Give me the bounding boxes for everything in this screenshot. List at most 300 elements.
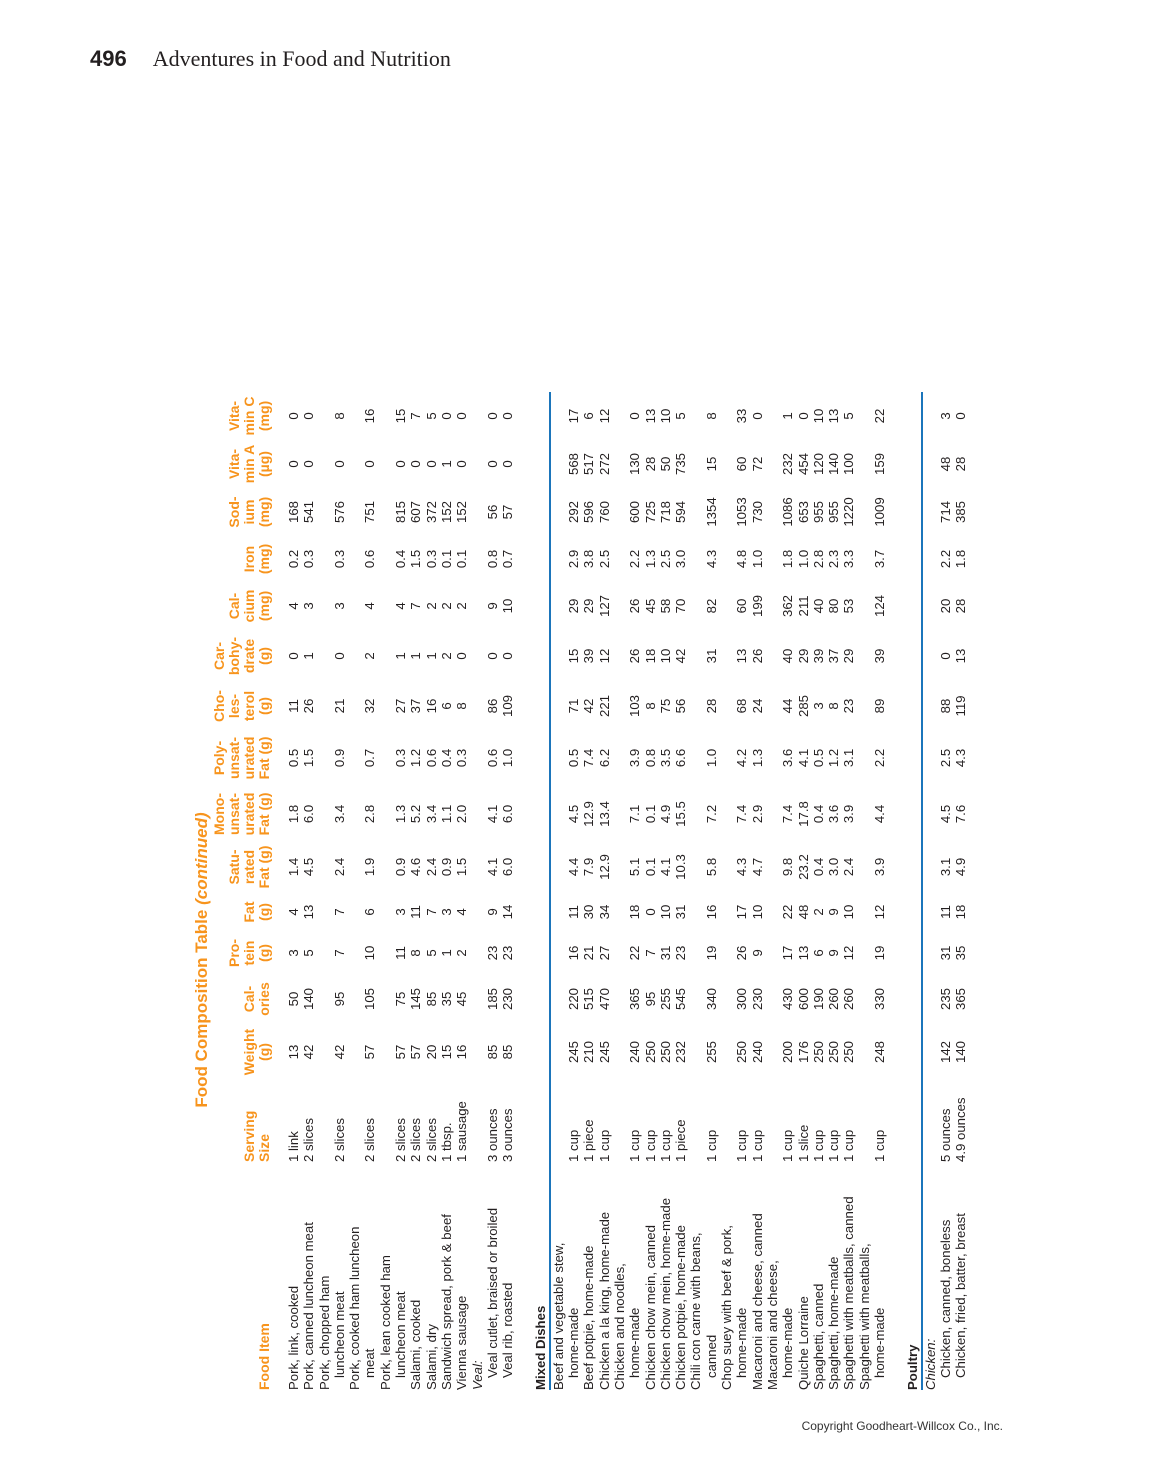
value-cell: 3: [438, 908, 454, 916]
value-cell: 2.0: [454, 804, 470, 824]
serving-size-cell: 2 slices: [393, 1118, 409, 1162]
value-cell: 4.6: [408, 857, 424, 877]
value-cell: 0.1: [454, 549, 470, 569]
value-cell: 1: [408, 652, 424, 660]
value-cell: 89: [871, 698, 887, 714]
value-cell: 21: [581, 945, 597, 961]
spacer-row: [515, 392, 523, 1390]
table-header-row: [212, 392, 286, 1390]
value-cell: 5.1: [627, 857, 643, 877]
value-cell: 40: [780, 648, 796, 664]
value-cell: 88: [937, 698, 953, 714]
value-cell: 26: [749, 648, 765, 664]
value-cell: 3.0: [673, 549, 689, 569]
value-cell: 0.5: [810, 748, 826, 768]
value-cell: 4: [454, 908, 470, 916]
value-cell: 340: [703, 988, 719, 1011]
value-cell: 18: [953, 904, 969, 920]
value-cell: 2: [362, 652, 378, 660]
food-item-cell: [393, 1164, 408, 1390]
serving-size-cell: 1 cup: [566, 1129, 582, 1162]
value-cell: 29: [581, 598, 597, 614]
value-cell: 10: [657, 648, 673, 664]
value-cell: 5: [841, 412, 857, 420]
value-cell: 28: [703, 698, 719, 714]
value-cell: 0: [749, 412, 765, 420]
value-cell: 1.2: [408, 748, 424, 768]
value-cell: 152: [438, 501, 454, 524]
value-cell: 105: [362, 988, 378, 1011]
value-cell: 2: [423, 602, 439, 610]
food-item-cell: Beef and vegetable stew,: [550, 1242, 566, 1390]
food-composition-table: [212, 392, 968, 1390]
value-cell: 6: [362, 908, 378, 916]
value-cell: 6: [581, 412, 597, 420]
table-row: [734, 392, 749, 1390]
value-cell: 0.3: [301, 549, 317, 569]
food-item-cell: Macaroni and cheese, canned: [749, 1213, 765, 1390]
value-cell: 2.2: [627, 549, 643, 569]
value-cell: 3: [937, 412, 953, 420]
value-cell: 7.9: [581, 857, 597, 877]
table-row: [500, 392, 515, 1390]
value-cell: 22: [780, 904, 796, 920]
value-cell: 10: [500, 598, 516, 614]
table-body: [286, 392, 968, 1390]
value-cell: 8: [642, 702, 658, 710]
value-cell: 5: [673, 412, 689, 420]
value-cell: 9: [484, 602, 500, 610]
value-cell: 0: [331, 460, 347, 468]
value-cell: 16: [362, 408, 378, 424]
table-row: [581, 392, 596, 1390]
value-cell: 4.3: [953, 748, 969, 768]
value-cell: 255: [703, 1041, 719, 1064]
value-cell: 4.4: [566, 857, 582, 877]
indented-label: meat: [362, 1348, 378, 1378]
value-cell: 0.2: [286, 549, 301, 569]
value-cell: 23: [484, 945, 500, 961]
value-cell: 7.4: [581, 748, 597, 768]
value-cell: 4.2: [734, 748, 750, 768]
serving-size-cell: 2 slices: [331, 1118, 347, 1162]
food-item-cell: [500, 1164, 515, 1390]
value-cell: 26: [627, 598, 643, 614]
value-cell: 13: [826, 408, 842, 424]
page-header: [90, 46, 451, 72]
value-cell: 0: [642, 908, 658, 916]
food-item-cell: Beef potpie, home-made: [581, 1245, 597, 1390]
value-cell: 3.6: [826, 804, 842, 824]
serving-size-cell: 2 slices: [362, 1118, 378, 1162]
value-cell: 3.9: [871, 857, 887, 877]
item-label-row: [317, 392, 332, 1390]
value-cell: 7: [642, 949, 658, 957]
item-label-row: [612, 392, 627, 1390]
value-cell: 0.3: [393, 748, 409, 768]
value-cell: 0: [500, 460, 516, 468]
value-cell: 3.9: [627, 748, 643, 768]
table-row: [811, 392, 826, 1390]
value-cell: 285: [795, 695, 811, 718]
serving-size-cell: 1 slice: [795, 1124, 811, 1162]
value-cell: 2.8: [810, 549, 826, 569]
table-row: [597, 392, 612, 1390]
value-cell: 1220: [841, 497, 857, 527]
value-cell: 127: [596, 595, 612, 618]
serving-size-cell: 1 piece: [673, 1119, 689, 1162]
value-cell: 11: [937, 905, 953, 919]
value-cell: 2: [454, 602, 470, 610]
value-cell: 31: [657, 945, 673, 961]
table-row: [332, 392, 347, 1390]
value-cell: 190: [810, 988, 826, 1011]
value-cell: 250: [826, 1041, 842, 1064]
value-cell: 7: [423, 908, 439, 916]
value-cell: 8: [454, 702, 470, 710]
value-cell: 517: [581, 453, 597, 476]
table-row: [485, 392, 500, 1390]
food-item-cell: [780, 1164, 795, 1390]
table-row: [301, 392, 316, 1390]
food-item-cell: Salami, cooked: [408, 1299, 424, 1390]
item-label-row: [719, 392, 734, 1390]
value-cell: 0: [454, 460, 470, 468]
value-cell: 60: [734, 598, 750, 614]
value-cell: 11: [286, 699, 301, 713]
value-cell: 2.4: [331, 857, 347, 877]
value-cell: 515: [581, 988, 597, 1011]
value-cell: 24: [749, 698, 765, 714]
value-cell: 7.2: [703, 804, 719, 824]
value-cell: 29: [841, 648, 857, 664]
food-item-cell: Chicken:: [922, 1338, 938, 1390]
value-cell: 545: [673, 988, 689, 1011]
value-cell: 0.5: [566, 748, 582, 768]
value-cell: 15.5: [673, 801, 689, 827]
value-cell: 0.1: [642, 857, 658, 877]
value-cell: 250: [734, 1041, 750, 1064]
value-cell: 27: [393, 698, 409, 714]
value-cell: 6.2: [596, 748, 612, 768]
serving-size-cell: 2 slices: [301, 1118, 317, 1162]
value-cell: 37: [408, 698, 424, 714]
value-cell: 10: [841, 904, 857, 920]
serving-size-cell: 1 cup: [826, 1129, 842, 1162]
section-title: Mixed Dishes: [523, 392, 549, 1390]
food-item-cell: Pork, link, cooked: [286, 1285, 301, 1390]
value-cell: 80: [826, 598, 842, 614]
value-cell: 5: [301, 949, 317, 957]
table-row: [704, 392, 719, 1390]
food-item-cell: [953, 1164, 968, 1390]
value-cell: 250: [657, 1041, 673, 1064]
value-cell: 1.2: [826, 748, 842, 768]
value-cell: 100: [841, 453, 857, 476]
table-row: [627, 392, 642, 1390]
serving-size-cell: 1 tbsp.: [438, 1122, 454, 1162]
value-cell: 1: [393, 652, 409, 660]
food-item-cell: Chicken and noodles,: [611, 1263, 627, 1390]
value-cell: 7.4: [780, 804, 796, 824]
indented-label: luncheon meat: [331, 1291, 347, 1378]
section-title: Poultry: [895, 392, 921, 1390]
indented-label: Chicken, fried, batter, breast: [953, 1213, 969, 1378]
value-cell: 0: [331, 652, 347, 660]
value-cell: 10.3: [673, 854, 689, 880]
value-cell: 211: [795, 595, 811, 617]
value-cell: 140: [953, 1041, 969, 1064]
value-cell: 28: [953, 598, 969, 614]
value-cell: 13: [301, 904, 317, 920]
value-cell: 0.7: [500, 549, 516, 569]
value-cell: 220: [566, 988, 582, 1011]
value-cell: 57: [500, 504, 516, 520]
value-cell: 7.6: [953, 804, 969, 824]
value-cell: 13.4: [596, 801, 612, 827]
value-cell: 3: [810, 702, 826, 710]
value-cell: 12: [841, 945, 857, 961]
value-cell: 29: [795, 648, 811, 664]
value-cell: 57: [393, 1044, 409, 1060]
section-header-row: [895, 392, 921, 1390]
value-cell: 22: [627, 945, 643, 961]
value-cell: 142: [937, 1041, 953, 1064]
value-cell: 0: [301, 412, 317, 420]
value-cell: 85: [484, 1044, 500, 1060]
column-header: Car- bohy- drate (g): [211, 636, 272, 676]
value-cell: 1.0: [500, 748, 516, 768]
value-cell: 255: [657, 988, 673, 1011]
column-header: Serving Size: [241, 1110, 272, 1162]
table-row: [872, 392, 887, 1390]
value-cell: 50: [657, 456, 673, 472]
value-cell: 0.3: [331, 549, 347, 569]
value-cell: 1.0: [749, 549, 765, 569]
value-cell: 120: [810, 453, 826, 476]
value-cell: 16: [703, 904, 719, 920]
indented-label: home-made: [566, 1307, 582, 1378]
table-row: [454, 392, 469, 1390]
value-cell: 210: [581, 1041, 597, 1064]
value-cell: 85: [423, 991, 439, 1007]
value-cell: 2.5: [596, 549, 612, 569]
value-cell: 0.4: [393, 549, 409, 569]
value-cell: 0.3: [454, 748, 470, 768]
serving-size-cell: 1 cup: [871, 1129, 887, 1162]
indented-label: Veal cutlet, braised or broiled: [484, 1207, 500, 1378]
value-cell: 23: [500, 945, 516, 961]
serving-size-cell: 5 ounces: [937, 1108, 953, 1162]
value-cell: 4.1: [484, 804, 500, 824]
value-cell: 272: [596, 453, 612, 476]
value-cell: 10: [749, 904, 765, 920]
value-cell: 6: [438, 702, 454, 710]
value-cell: 35: [953, 945, 969, 961]
value-cell: 21: [331, 698, 347, 714]
value-cell: 19: [871, 945, 887, 961]
indented-label: home-made: [734, 1307, 750, 1378]
value-cell: 250: [810, 1041, 826, 1064]
value-cell: 11: [566, 905, 582, 919]
value-cell: 0.4: [438, 748, 454, 768]
column-header: Pro- tein (g): [226, 939, 272, 967]
food-item-cell: [627, 1164, 642, 1390]
serving-size-cell: 4.9 ounces: [953, 1097, 969, 1162]
value-cell: 0: [484, 652, 500, 660]
column-header: Mono- unsat- urated Fat (g): [211, 792, 272, 836]
column-header: Food Item: [256, 1323, 272, 1390]
value-cell: 17: [734, 904, 750, 920]
value-cell: 1.8: [780, 549, 796, 569]
column-header: Cho- les- terol (g): [211, 690, 272, 722]
value-cell: 30: [581, 904, 597, 920]
value-cell: 4: [362, 602, 378, 610]
value-cell: 168: [286, 501, 301, 524]
value-cell: 735: [673, 453, 689, 476]
value-cell: 48: [937, 456, 953, 472]
item-label-row: [688, 392, 703, 1390]
value-cell: 95: [331, 991, 347, 1007]
value-cell: 0.9: [438, 857, 454, 877]
value-cell: 250: [841, 1041, 857, 1064]
food-item-cell: Quiche Lorraine: [795, 1296, 811, 1390]
value-cell: 2.2: [937, 549, 953, 569]
value-cell: 3.1: [841, 748, 857, 768]
table-row: [362, 392, 377, 1390]
subgroup-row: [922, 392, 938, 1390]
value-cell: 13: [795, 945, 811, 961]
value-cell: 199: [749, 595, 765, 618]
value-cell: 454: [795, 453, 811, 476]
food-item-cell: [938, 1164, 953, 1390]
value-cell: 57: [408, 1044, 424, 1060]
food-item-cell: Spaghetti, home-made: [826, 1256, 842, 1390]
value-cell: 248: [871, 1041, 887, 1064]
value-cell: 26: [734, 945, 750, 961]
value-cell: 16: [454, 1044, 470, 1060]
value-cell: 4.9: [953, 857, 969, 877]
value-cell: 0: [484, 460, 500, 468]
value-cell: 3: [286, 949, 301, 957]
value-cell: 3.8: [581, 549, 597, 569]
value-cell: 145: [408, 988, 424, 1011]
serving-size-cell: 1 cup: [810, 1129, 826, 1162]
value-cell: 0.1: [438, 549, 454, 569]
value-cell: 232: [780, 453, 796, 476]
value-cell: 600: [795, 988, 811, 1011]
value-cell: 57: [362, 1044, 378, 1060]
food-item-cell: Salami, dry: [423, 1324, 439, 1390]
value-cell: 6: [810, 949, 826, 957]
value-cell: 17: [566, 408, 582, 424]
value-cell: 0.6: [362, 549, 378, 569]
value-cell: 152: [454, 501, 470, 524]
food-item-cell: Chicken a la king, home-made: [596, 1211, 612, 1390]
subgroup-row: [470, 392, 485, 1390]
value-cell: 230: [500, 988, 516, 1011]
value-cell: 15: [393, 408, 409, 424]
value-cell: 2: [454, 949, 470, 957]
spacer-cell: [515, 392, 523, 1390]
value-cell: 56: [484, 504, 500, 520]
value-cell: 12: [596, 408, 612, 424]
value-cell: 1.5: [408, 549, 424, 569]
value-cell: 1.3: [642, 549, 658, 569]
item-label-row: [857, 392, 872, 1390]
value-cell: 714: [937, 501, 953, 524]
value-cell: 42: [301, 1044, 317, 1060]
value-cell: 9.8: [780, 857, 796, 877]
value-cell: 31: [703, 648, 719, 664]
value-cell: 3: [393, 908, 409, 916]
value-cell: 3.4: [423, 804, 439, 824]
food-item-cell: Chicken chow mein, canned: [642, 1225, 658, 1390]
value-cell: 42: [673, 648, 689, 664]
value-cell: 250: [642, 1041, 658, 1064]
value-cell: 3.5: [657, 748, 673, 768]
value-cell: 3.0: [826, 857, 842, 877]
indented-label: canned: [703, 1334, 719, 1378]
value-cell: 653: [795, 501, 811, 524]
value-cell: 12: [871, 904, 887, 920]
value-cell: 75: [657, 698, 673, 714]
value-cell: 42: [581, 698, 597, 714]
column-header: Weight (g): [241, 1028, 272, 1076]
value-cell: 4.9: [657, 804, 673, 824]
value-cell: 7.4: [734, 804, 750, 824]
value-cell: 0.3: [423, 549, 439, 569]
value-cell: 718: [657, 501, 673, 524]
value-cell: 815: [393, 501, 409, 524]
value-cell: 1.3: [393, 804, 409, 824]
value-cell: 23: [841, 698, 857, 714]
value-cell: 42: [331, 1044, 347, 1060]
serving-size-cell: 2 slices: [423, 1118, 439, 1162]
serving-size-cell: 3 ounces: [500, 1108, 516, 1162]
table-row: [841, 392, 856, 1390]
indented-label: home-made: [780, 1307, 796, 1378]
food-item-cell: Macaroni and cheese,: [764, 1260, 780, 1390]
value-cell: 124: [871, 595, 887, 618]
food-item-cell: Chicken chow mein, home-made: [657, 1197, 673, 1390]
serving-size-cell: 1 cup: [627, 1129, 643, 1162]
table-row: [938, 392, 953, 1390]
serving-size-cell: 1 cup: [657, 1129, 673, 1162]
value-cell: 0.6: [423, 748, 439, 768]
column-header: Satu- rated Fat (g): [226, 845, 272, 889]
value-cell: 760: [596, 501, 612, 524]
serving-size-cell: 1 sausage: [454, 1101, 470, 1162]
value-cell: 955: [826, 501, 842, 524]
value-cell: 600: [627, 501, 643, 524]
value-cell: 0: [423, 460, 439, 468]
value-cell: 0.5: [286, 748, 301, 768]
rotated-table-container: [192, 230, 982, 1390]
food-item-cell: Chicken potpie, home-made: [673, 1225, 689, 1390]
value-cell: 0.7: [362, 748, 378, 768]
value-cell: 2.4: [423, 857, 439, 877]
value-cell: 86: [484, 698, 500, 714]
value-cell: 0: [627, 412, 643, 420]
value-cell: 594: [673, 501, 689, 524]
food-item-cell: [704, 1164, 719, 1390]
page-number: 496: [90, 46, 127, 71]
value-cell: 3.3: [841, 549, 857, 569]
value-cell: 39: [810, 648, 826, 664]
book-title: Adventures in Food and Nutrition: [152, 46, 451, 71]
value-cell: 103: [627, 695, 643, 718]
